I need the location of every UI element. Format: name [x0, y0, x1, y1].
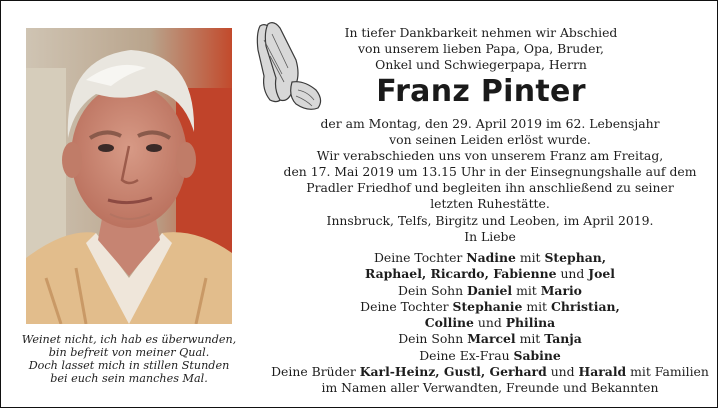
relation-text: mit Familien [626, 364, 709, 380]
body-line: von seinen Leiden erlöst wurde. [389, 132, 591, 147]
poem-line: Weinet nicht, ich hab es überwunden, [21, 333, 237, 346]
relation-text: Deine Brüder [271, 364, 360, 380]
relation-text: Dein Sohn [398, 282, 468, 298]
poem-line: bei euch sein manches Mal. [50, 372, 208, 385]
relation-text: und [546, 364, 579, 380]
family-line [270, 331, 710, 347]
relation-text: Deine Tochter [360, 298, 453, 314]
mourner-name: Nadine [466, 250, 516, 265]
intro-text [316, 25, 646, 73]
body-line: der am Montag, den 29. April 2019 im 62. Lebensjahr [320, 116, 660, 131]
body-line: Pradler Friedhof und begleiten ihn anschließend zu seiner [306, 180, 674, 195]
mourner-name: Daniel [467, 282, 513, 298]
family-line: im Namen aller Verwandten, Freunde und Bekannten [321, 380, 659, 396]
family-line [270, 348, 710, 364]
intro-line: Onkel und Schwiegerpapa, Herrn [375, 57, 587, 72]
mourner-name: Christian, [550, 298, 620, 314]
in-liebe: In Liebe [464, 229, 516, 244]
notice-body [270, 116, 710, 212]
mourner-name: Joel [588, 266, 615, 282]
mourner-name: Marcel [467, 331, 516, 347]
relation-text: mit [515, 250, 545, 265]
relation-text: und [556, 266, 589, 282]
body-line: Wir verabschieden uns von unserem Franz am Freitag, [316, 148, 664, 163]
relation-text: mit [515, 331, 545, 347]
family-line [270, 299, 710, 315]
relation-text: mit [522, 298, 551, 314]
poem-line: Doch lasset mich in stillen Stunden [28, 359, 230, 372]
relation-text: Deine Tochter [373, 250, 467, 265]
deceased-name: Franz Pinter [376, 74, 586, 109]
intro-line: In tiefer Dankbarkeit nehmen wir Abschied [344, 25, 618, 40]
signature-block [270, 213, 710, 245]
memorial-poem [18, 333, 240, 385]
body-line: den 17. Mai 2019 um 13.15 Uhr in der Einsegnungshalle auf dem [283, 164, 697, 179]
family-line [270, 315, 710, 331]
relation-text: und [473, 315, 506, 331]
relation-text: Deine Ex-Frau [419, 347, 514, 363]
mourner-name: Colline [424, 315, 474, 331]
portrait-photo [26, 28, 232, 324]
family-line [270, 283, 710, 299]
relation-text: mit [512, 282, 541, 298]
mourner-name: Mario [540, 282, 582, 298]
family-line [270, 266, 710, 282]
relation-text: Dein Sohn [398, 331, 468, 347]
mourner-name: Harald [578, 364, 627, 380]
mourner-name: Philina [505, 315, 556, 331]
body-line: letzten Ruhestätte. [430, 196, 550, 211]
mourner-name: Stephanie [452, 298, 523, 314]
mourner-name: Stephan, [544, 250, 607, 265]
place-date: Innsbruck, Telfs, Birgitz und Leoben, im April 2019. [326, 213, 654, 228]
mourner-name: Sabine [513, 347, 561, 363]
mourners-list [270, 250, 710, 397]
poem-line: bin befreit von meiner Qual. [48, 346, 210, 359]
mourner-name: Tanja [544, 331, 582, 347]
mourner-name: Karl-Heinz, Gustl, Gerhard [359, 364, 547, 380]
mourner-name: Raphael, Ricardo, Fabienne [365, 266, 557, 282]
intro-line: von unserem lieben Papa, Opa, Bruder, [358, 41, 604, 56]
family-line [270, 250, 710, 266]
family-line [270, 364, 710, 380]
